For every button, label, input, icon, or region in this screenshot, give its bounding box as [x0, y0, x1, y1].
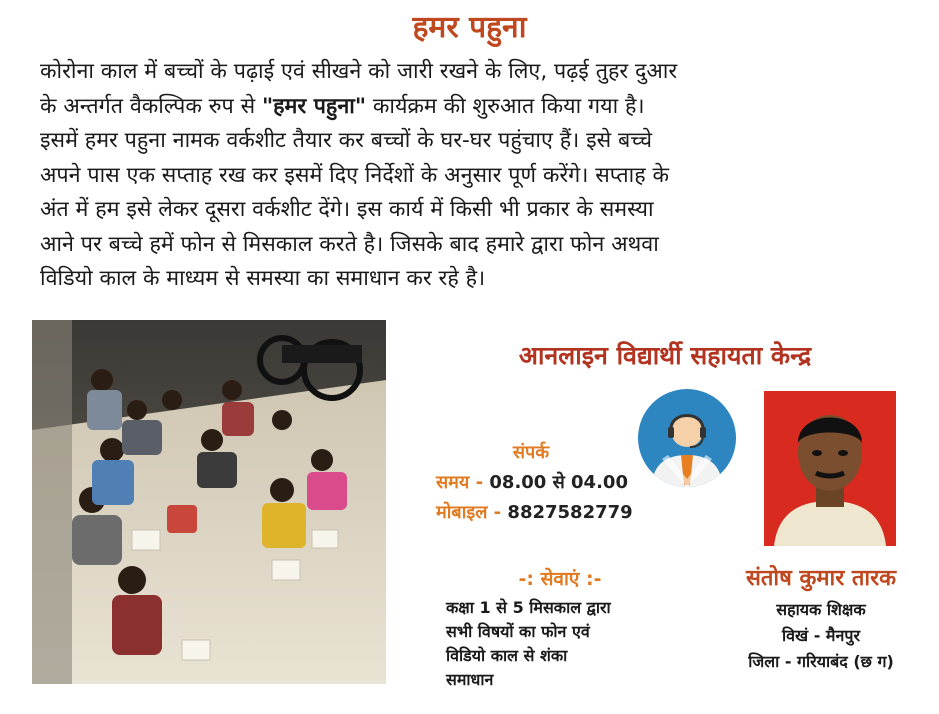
time-label: समय -	[436, 472, 490, 493]
contact-mobile-row	[436, 498, 686, 528]
teacher-block: विखं - मैनपुर	[782, 626, 860, 645]
para-line-5: अंत में हम इसे लेकर दूसरा वर्कशीट देंगे। इस कार्य में किसी भी प्रकार के समस्या	[40, 197, 654, 222]
intro-paragraph	[40, 55, 920, 297]
page-title: हमर पहुना	[412, 10, 527, 45]
contact-block	[436, 438, 686, 528]
help-center-title: आनलाइन विद्यार्थी सहायता केन्द्र	[518, 341, 812, 370]
teacher-portrait	[764, 391, 896, 546]
services-heading: -: सेवाएं :-	[518, 568, 602, 590]
time-value: 08.00 से 04.00	[489, 472, 628, 493]
services-line: समाधान	[446, 670, 494, 689]
para-line-4: अपने पास एक सप्ताह रख कर इसमें दिए निर्देशों के अनुसार पूर्ण करेंगे। सप्ताह के	[40, 162, 669, 188]
para-line-1: कोरोना काल में बच्चों के पढ़ाई एवं सीखने को जारी रखने के लिए, पढ़ई तुहर दुआर	[40, 59, 678, 84]
teacher-designation-block	[706, 597, 936, 675]
children-studying-illustration	[32, 320, 386, 684]
para-line-2-post: कार्यक्रम की शुरुआत किया गया है।	[366, 93, 645, 119]
services-list	[446, 596, 686, 692]
para-line-3: इसमें हमर पहुना नामक वर्कशीट तैयार कर बच्चों के घर-घर पहुंचाए हैं। इसे बच्चे	[40, 128, 653, 153]
contact-heading: संपर्क	[512, 442, 550, 463]
teacher-designation: सहायक शिक्षक	[776, 600, 866, 619]
children-studying-photo	[32, 320, 386, 684]
contact-time-row	[436, 468, 686, 498]
services-line: विडियो काल से शंका	[446, 646, 568, 665]
para-line-7: विडियो काल के माध्यम से समस्या का समाधान कर रहे है।	[40, 266, 486, 291]
para-line-2	[40, 90, 920, 125]
teacher-name: संतोष कुमार तारक	[745, 566, 897, 591]
services-line: कक्षा 1 से 5 मिसकाल द्वारा	[446, 598, 611, 617]
mobile-label: मोबाइल -	[436, 502, 508, 523]
mobile-value: 8827582779	[507, 502, 633, 523]
para-line-2-pre: के अन्तर्गत वैकल्पिक रुप से	[40, 93, 262, 119]
teacher-district: जिला - गरियाबंद (छ ग)	[748, 652, 894, 671]
services-line: सभी विषयों का फोन एवं	[446, 622, 590, 641]
para-line-2-bold: "हमर पहुना"	[261, 93, 367, 119]
para-line-6: आने पर बच्चे हमें फोन से मिसकाल करते है। जिसके बाद हमारे द्वारा फोन अथवा	[40, 231, 659, 257]
